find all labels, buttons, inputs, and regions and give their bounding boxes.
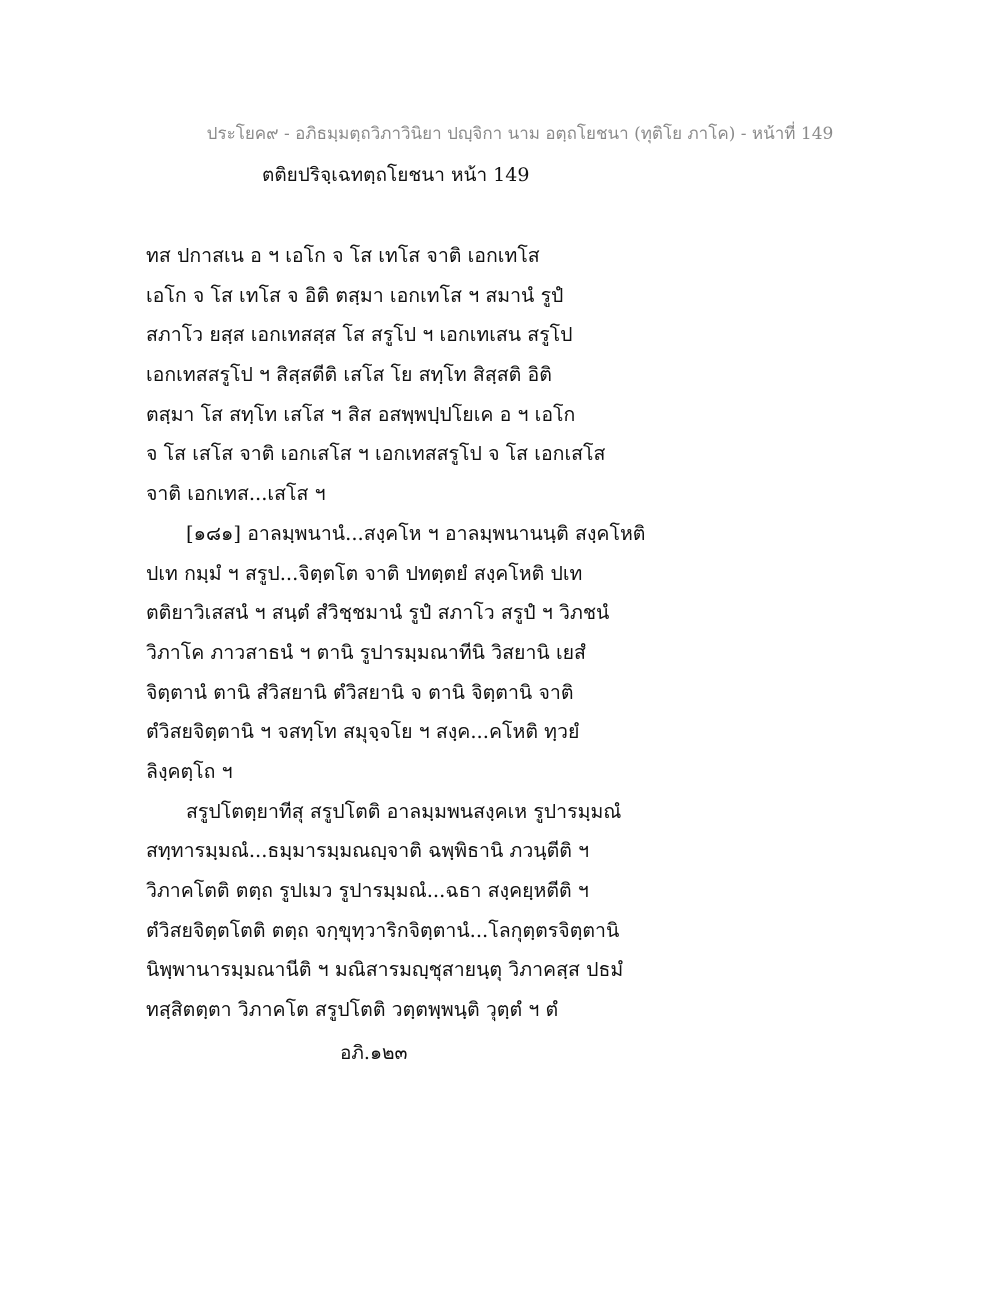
page-marker: อภิ.๑๒๓ xyxy=(340,1042,408,1064)
body-text xyxy=(146,236,666,1030)
text-line-17: วิภาคโตติ ตตฺถ รูปเมว รูปารมฺมณํ...ฉธา สงฺคยฺหตีติ ฯ xyxy=(146,879,589,902)
text-line-9: ปเท กมฺมํ ฯ สรูป...จิตฺตโต จาติ ปทตฺตยํ สงฺคโหติ ปเท xyxy=(146,561,583,585)
text-line-14: ลิงฺคตฺโถ ฯ xyxy=(146,759,233,783)
text-line-18: ตํวิสยจิตฺตโตติ ตตฺถ จกฺขุทฺวาริกจิตฺตานํ...โลกุตฺตรจิตฺตานิ xyxy=(146,918,620,942)
text-line-13: ตํวิสยจิตฺตานิ ฯ จสทฺโท สมุจฺจโย ฯ สงฺค...คโหติ ทฺวยํ xyxy=(146,720,580,744)
text-line-1: ทส ปกาสเน อ ฯ เอโก จ โส เทโส จาติ เอกเทโส xyxy=(146,244,540,267)
section-title: ตติยปริจฺเฉทตฺถโยชนา หน้า 149 xyxy=(262,164,530,186)
text-line-11: วิภาโค ภาวสาธนํ ฯ ตานิ รูปารมฺมณาทีนิ วิสยานิ เยสํ xyxy=(146,640,586,664)
text-line-12: จิตฺตานํ ตานิ สํวิสยานิ ตํวิสยานิ จ ตานิ จิตฺตานิ จาติ xyxy=(146,680,574,704)
text-line-5: ตสฺมา โส สทฺโท เสโส ฯ สิส อสพฺพปฺปโยเค อ ฯ เอโก xyxy=(146,402,576,426)
text-line-16: สทฺทารมฺมณํ...ธมฺมารมฺมณญฺจาติ ฉพฺพิธานิ ภวนฺตีติ ฯ xyxy=(146,839,590,863)
running-header: ประโยค๙ - อภิธมฺมตฺถวิภาวินิยา ปญฺจิกา นาม อตฺถโยชนา (ทุติโย ภาโค) - หน้าที่ 149 xyxy=(206,124,834,144)
text-line-3: สภาโว ยสฺส เอกเทสสฺส โส สรูโป ฯ เอกเทเสน สรูโป xyxy=(146,323,573,347)
text-line-7: จาติ เอกเทส...เสโส ฯ xyxy=(146,482,326,506)
text-line-6: จ โส เสโส จาติ เอกเสโส ฯ เอกเทสสรูโป จ โส เอกเสโส xyxy=(146,442,606,466)
text-line-8: [๑๘๑] อาลมฺพนานํ...สงฺคโห ฯ อาลมฺพนานนฺติ สงฺคโหติ xyxy=(186,521,646,545)
text-line-19: นิพฺพานารมฺมณานีติ ฯ มณิสารมญฺชุสายนฺตุ วิภาคสฺส ปธมํ xyxy=(146,958,624,982)
text-line-20: ทสฺสิตตฺตา วิภาคโต สรูปโตติ วตฺตพฺพนฺติ วุตฺตํ ฯ ตํ xyxy=(146,998,559,1022)
text-line-10: ตติยาวิเสสนํ ฯ สนฺตํ สํวิชฺชมานํ รูปํ สภาโว สรูปํ ฯ วิภชนํ xyxy=(146,601,610,625)
text-line-4: เอกเทสสรูโป ฯ สิสฺสตีติ เสโส โย สทฺโท สิสฺสติ อิติ xyxy=(146,363,552,387)
text-line-2: เอโก จ โส เทโส จ อิติ ตสฺมา เอกเทโส ฯ สมานํ รูปํ xyxy=(146,283,564,307)
text-line-15: สรูปโตตฺยาทีสุ สรูปโตติ อาลมฺมพนสงฺคเห รูปารมฺมณํ xyxy=(186,799,622,823)
